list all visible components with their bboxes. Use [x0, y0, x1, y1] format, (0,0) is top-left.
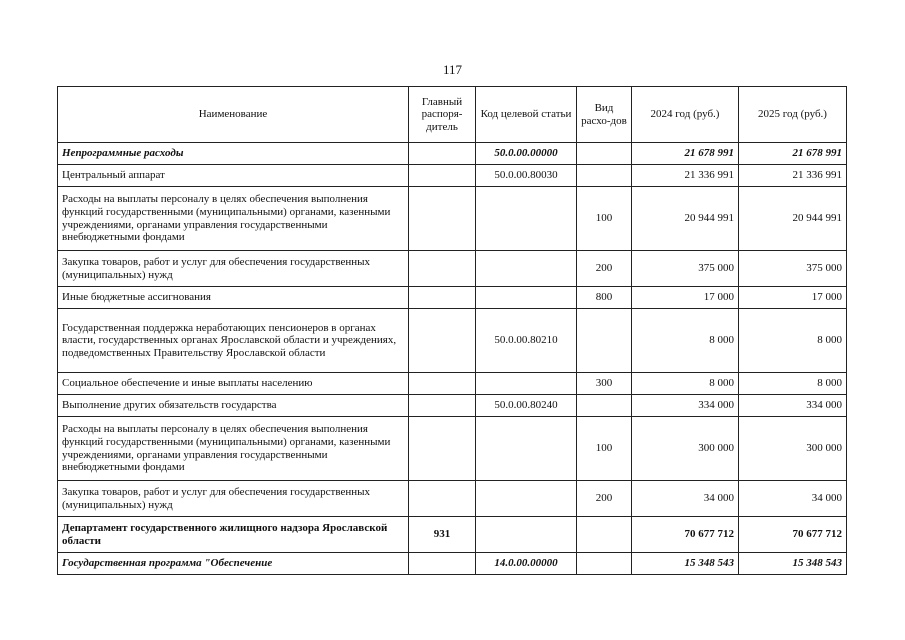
header-ministry: Главный распоря-дитель: [409, 87, 476, 143]
header-year-2024: 2024 год (руб.): [632, 87, 739, 143]
row-amount-2024: 21 678 991: [632, 143, 739, 165]
header-name: Наименование: [58, 87, 409, 143]
row-amount-2024: 70 677 712: [632, 517, 739, 553]
row-ministry: [409, 309, 476, 373]
row-target-code: 50.0.00.80030: [476, 165, 577, 187]
row-name: Расходы на выплаты персоналу в целях обеспечения выполнения функций государственными (муниципальными) органами, казенными учреждениями, органами управления государственными внебюджетными фондами: [58, 417, 409, 481]
table-row: [58, 287, 847, 309]
row-ministry: [409, 187, 476, 251]
table-row: [58, 251, 847, 287]
row-name: Непрограммные расходы: [58, 143, 409, 165]
row-expense-type: 300: [577, 373, 632, 395]
row-name: Центральный аппарат: [58, 165, 409, 187]
row-amount-2024: 15 348 543: [632, 553, 739, 575]
row-name: Иные бюджетные ассигнования: [58, 287, 409, 309]
row-expense-type: [577, 517, 632, 553]
row-amount-2025: 15 348 543: [739, 553, 847, 575]
row-expense-type: 100: [577, 187, 632, 251]
row-expense-type: [577, 309, 632, 373]
row-ministry: [409, 251, 476, 287]
row-target-code: [476, 373, 577, 395]
table-row: [58, 517, 847, 553]
table-row: [58, 417, 847, 481]
row-expense-type: [577, 395, 632, 417]
table-row: [58, 553, 847, 575]
row-target-code: 50.0.00.80240: [476, 395, 577, 417]
row-target-code: 14.0.00.00000: [476, 553, 577, 575]
row-ministry: 931: [409, 517, 476, 553]
row-name: Государственная поддержка неработающих пенсионеров в органах власти, государственных органах Ярославской области и учреждениях, подведомственных Правительству Ярославской области: [58, 309, 409, 373]
row-name: Государственная программа "Обеспечение: [58, 553, 409, 575]
row-amount-2025: 70 677 712: [739, 517, 847, 553]
row-amount-2024: 8 000: [632, 309, 739, 373]
row-target-code: [476, 287, 577, 309]
row-amount-2025: 300 000: [739, 417, 847, 481]
row-amount-2024: 8 000: [632, 373, 739, 395]
row-amount-2025: 334 000: [739, 395, 847, 417]
row-amount-2025: 8 000: [739, 309, 847, 373]
table-row: [58, 309, 847, 373]
row-expense-type: [577, 143, 632, 165]
row-expense-type: 200: [577, 481, 632, 517]
table-row: [58, 187, 847, 251]
row-name: Закупка товаров, работ и услуг для обеспечения государственных (муниципальных) нужд: [58, 481, 409, 517]
row-target-code: 50.0.00.00000: [476, 143, 577, 165]
page-number: 117: [442, 62, 463, 77]
row-expense-type: 200: [577, 251, 632, 287]
row-target-code: [476, 417, 577, 481]
row-target-code: [476, 251, 577, 287]
row-amount-2025: 17 000: [739, 287, 847, 309]
row-amount-2024: 34 000: [632, 481, 739, 517]
row-name: Социальное обеспечение и иные выплаты населению: [58, 373, 409, 395]
row-ministry: [409, 553, 476, 575]
header-year-2025: 2025 год (руб.): [739, 87, 847, 143]
row-ministry: [409, 481, 476, 517]
row-amount-2024: 334 000: [632, 395, 739, 417]
row-expense-type: 800: [577, 287, 632, 309]
row-ministry: [409, 373, 476, 395]
row-name: Закупка товаров, работ и услуг для обеспечения государственных (муниципальных) нужд: [58, 251, 409, 287]
row-amount-2025: 34 000: [739, 481, 847, 517]
table-row: [58, 395, 847, 417]
table-body: [58, 143, 847, 575]
row-expense-type: 100: [577, 417, 632, 481]
header-target-code: Код целевой статьи: [476, 87, 577, 143]
table-row: [58, 481, 847, 517]
row-amount-2024: 375 000: [632, 251, 739, 287]
row-expense-type: [577, 165, 632, 187]
row-amount-2025: 8 000: [739, 373, 847, 395]
row-amount-2024: 17 000: [632, 287, 739, 309]
table-header-row: [58, 87, 847, 143]
row-ministry: [409, 417, 476, 481]
row-target-code: [476, 481, 577, 517]
row-amount-2024: 300 000: [632, 417, 739, 481]
row-target-code: 50.0.00.80210: [476, 309, 577, 373]
row-amount-2025: 375 000: [739, 251, 847, 287]
table-row: [58, 373, 847, 395]
budget-table: [57, 86, 847, 575]
row-amount-2024: 21 336 991: [632, 165, 739, 187]
row-ministry: [409, 143, 476, 165]
row-name: Выполнение других обязательств государства: [58, 395, 409, 417]
row-target-code: [476, 187, 577, 251]
row-amount-2025: 21 336 991: [739, 165, 847, 187]
row-name: Расходы на выплаты персоналу в целях обеспечения выполнения функций государственными (муниципальными) органами, казенными учреждениями, органами управления государственными внебюджетными фондами: [58, 187, 409, 251]
row-amount-2024: 20 944 991: [632, 187, 739, 251]
table-row: [58, 143, 847, 165]
row-ministry: [409, 165, 476, 187]
row-ministry: [409, 287, 476, 309]
table-row: [58, 165, 847, 187]
row-amount-2025: 20 944 991: [739, 187, 847, 251]
row-ministry: [409, 395, 476, 417]
row-name: Департамент государственного жилищного надзора Ярославской области: [58, 517, 409, 553]
row-expense-type: [577, 553, 632, 575]
row-amount-2025: 21 678 991: [739, 143, 847, 165]
header-expense-type: Вид расхо-дов: [577, 87, 632, 143]
row-target-code: [476, 517, 577, 553]
